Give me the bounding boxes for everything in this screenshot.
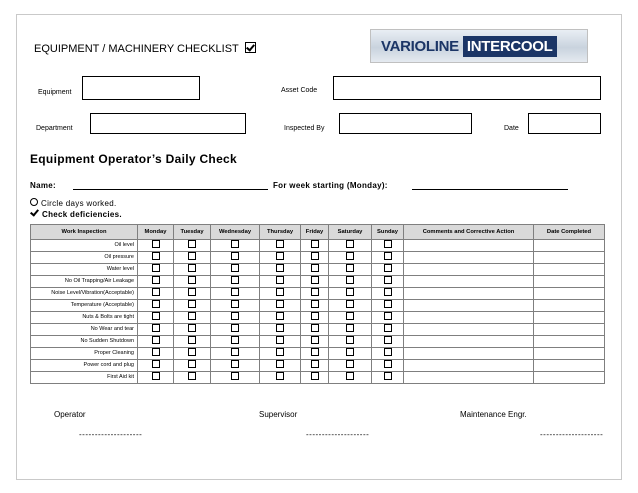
comments-cell[interactable] <box>404 312 534 324</box>
day-checkbox[interactable] <box>231 288 239 296</box>
table-row <box>31 276 605 288</box>
day-checkbox[interactable] <box>188 348 196 356</box>
logo-text-intercool: INTERCOOL <box>463 36 557 57</box>
comments-cell[interactable] <box>404 240 534 252</box>
date-completed-cell[interactable] <box>534 300 605 312</box>
day-cell <box>301 300 329 312</box>
day-cell <box>372 240 404 252</box>
date-completed-cell[interactable] <box>534 324 605 336</box>
day-cell <box>329 288 372 300</box>
day-checkbox[interactable] <box>152 264 160 272</box>
day-checkbox[interactable] <box>276 252 284 260</box>
day-cell <box>372 360 404 372</box>
inspection-item: No Sudden Shutdown <box>31 336 138 348</box>
table-row <box>31 264 605 276</box>
day-cell <box>211 276 260 288</box>
page-title: EQUIPMENT / MACHINERY CHECKLIST <box>34 42 256 55</box>
day-cell <box>301 372 329 384</box>
day-cell <box>372 252 404 264</box>
day-cell <box>372 264 404 276</box>
maintenance-sign-line[interactable]: -------------------- <box>540 430 604 439</box>
day-checkbox[interactable] <box>231 264 239 272</box>
day-cell <box>329 312 372 324</box>
day-cell <box>174 288 211 300</box>
day-cell <box>329 240 372 252</box>
day-checkbox[interactable] <box>384 372 392 380</box>
asset-code-field[interactable] <box>333 76 601 100</box>
day-checkbox[interactable] <box>276 288 284 296</box>
day-checkbox[interactable] <box>152 348 160 356</box>
table-row <box>31 240 605 252</box>
day-cell <box>260 264 301 276</box>
day-cell <box>174 276 211 288</box>
table-row <box>31 300 605 312</box>
day-checkbox[interactable] <box>346 360 354 368</box>
day-checkbox[interactable] <box>276 360 284 368</box>
day-cell <box>174 240 211 252</box>
day-checkbox[interactable] <box>152 276 160 284</box>
day-checkbox[interactable] <box>384 264 392 272</box>
day-cell <box>329 348 372 360</box>
day-checkbox[interactable] <box>276 240 284 248</box>
column-header: Comments and Corrective Action <box>404 225 534 240</box>
day-cell <box>138 240 174 252</box>
day-checkbox[interactable] <box>311 264 319 272</box>
day-cell <box>372 372 404 384</box>
day-cell <box>329 276 372 288</box>
comments-cell[interactable] <box>404 348 534 360</box>
inspection-table <box>30 224 605 384</box>
day-checkbox[interactable] <box>188 276 196 284</box>
day-checkbox[interactable] <box>188 372 196 380</box>
circle-icon <box>30 198 38 206</box>
asset-code-label: Asset Code <box>281 87 318 94</box>
day-cell <box>174 360 211 372</box>
comments-cell[interactable] <box>404 360 534 372</box>
table-row <box>31 252 605 264</box>
day-checkbox[interactable] <box>188 252 196 260</box>
day-cell <box>138 348 174 360</box>
day-checkbox[interactable] <box>152 288 160 296</box>
day-cell <box>174 336 211 348</box>
day-checkbox[interactable] <box>231 300 239 308</box>
day-cell <box>211 300 260 312</box>
day-cell <box>260 324 301 336</box>
table-row <box>31 372 605 384</box>
day-cell <box>260 300 301 312</box>
supervisor-sign-line[interactable]: -------------------- <box>306 430 370 439</box>
day-checkbox[interactable] <box>346 324 354 332</box>
inspection-item: Nuts & Bolts are tight <box>31 312 138 324</box>
day-cell <box>329 264 372 276</box>
day-checkbox[interactable] <box>231 252 239 260</box>
day-checkbox[interactable] <box>276 276 284 284</box>
day-cell <box>301 252 329 264</box>
inspection-item: Power cord and plug <box>31 360 138 372</box>
day-cell <box>260 240 301 252</box>
day-cell <box>301 336 329 348</box>
day-checkbox[interactable] <box>276 300 284 308</box>
day-checkbox[interactable] <box>188 300 196 308</box>
day-cell <box>174 372 211 384</box>
day-cell <box>329 300 372 312</box>
day-checkbox[interactable] <box>311 360 319 368</box>
date-completed-cell[interactable] <box>534 276 605 288</box>
day-checkbox[interactable] <box>346 300 354 308</box>
day-cell <box>329 324 372 336</box>
date-label: Date <box>504 125 519 132</box>
comments-cell[interactable] <box>404 336 534 348</box>
day-checkbox[interactable] <box>188 360 196 368</box>
column-header: Friday <box>301 225 329 240</box>
day-cell <box>301 276 329 288</box>
day-checkbox[interactable] <box>311 348 319 356</box>
day-cell <box>174 300 211 312</box>
day-checkbox[interactable] <box>384 252 392 260</box>
equipment-label: Equipment <box>38 89 72 96</box>
date-completed-cell[interactable] <box>534 312 605 324</box>
day-cell <box>260 252 301 264</box>
day-checkbox[interactable] <box>231 276 239 284</box>
day-cell <box>138 324 174 336</box>
day-cell <box>174 264 211 276</box>
day-cell <box>372 312 404 324</box>
day-checkbox[interactable] <box>231 324 239 332</box>
day-cell <box>211 264 260 276</box>
date-completed-cell[interactable] <box>534 252 605 264</box>
day-cell <box>301 348 329 360</box>
table-row <box>31 312 605 324</box>
inspection-item: Oil pressure <box>31 252 138 264</box>
day-checkbox[interactable] <box>311 312 319 320</box>
column-header: Monday <box>138 225 174 240</box>
day-cell <box>138 252 174 264</box>
day-cell <box>174 312 211 324</box>
column-header: Saturday <box>329 225 372 240</box>
day-cell <box>211 252 260 264</box>
day-cell <box>260 348 301 360</box>
day-cell <box>211 336 260 348</box>
week-label: For week starting (Monday): <box>273 181 388 190</box>
day-cell <box>260 276 301 288</box>
day-checkbox[interactable] <box>231 372 239 380</box>
inspection-item: Oil level <box>31 240 138 252</box>
day-checkbox[interactable] <box>346 288 354 296</box>
date-completed-cell[interactable] <box>534 348 605 360</box>
date-completed-cell[interactable] <box>534 288 605 300</box>
day-cell <box>211 324 260 336</box>
name-label: Name: <box>30 181 56 190</box>
day-cell <box>211 348 260 360</box>
day-checkbox[interactable] <box>188 240 196 248</box>
day-cell <box>138 312 174 324</box>
date-field[interactable] <box>528 113 601 134</box>
day-checkbox[interactable] <box>346 336 354 344</box>
day-cell <box>138 372 174 384</box>
day-checkbox[interactable] <box>311 276 319 284</box>
day-cell <box>138 264 174 276</box>
day-checkbox[interactable] <box>231 360 239 368</box>
comments-cell[interactable] <box>404 252 534 264</box>
day-checkbox[interactable] <box>346 312 354 320</box>
company-logo <box>370 29 588 63</box>
day-checkbox[interactable] <box>152 336 160 344</box>
day-checkbox[interactable] <box>346 372 354 380</box>
day-checkbox[interactable] <box>188 324 196 332</box>
day-cell <box>329 252 372 264</box>
day-checkbox[interactable] <box>311 336 319 344</box>
day-checkbox[interactable] <box>276 264 284 272</box>
day-cell <box>211 360 260 372</box>
day-checkbox[interactable] <box>346 240 354 248</box>
logo-text-varioline: VARIOLINE <box>381 37 459 55</box>
day-checkbox[interactable] <box>311 252 319 260</box>
date-completed-cell[interactable] <box>534 372 605 384</box>
equipment-field[interactable] <box>82 76 200 100</box>
day-checkbox[interactable] <box>346 252 354 260</box>
day-checkbox[interactable] <box>346 264 354 272</box>
day-cell <box>301 264 329 276</box>
operator-sign-line[interactable]: -------------------- <box>79 430 143 439</box>
day-cell <box>174 324 211 336</box>
column-header: Tuesday <box>174 225 211 240</box>
day-checkbox[interactable] <box>384 336 392 344</box>
day-checkbox[interactable] <box>276 336 284 344</box>
table-header-row <box>31 225 605 240</box>
inspection-item: Water level <box>31 264 138 276</box>
date-completed-cell[interactable] <box>534 240 605 252</box>
table-row <box>31 360 605 372</box>
day-cell <box>372 348 404 360</box>
week-line[interactable] <box>412 189 568 190</box>
day-cell <box>138 276 174 288</box>
day-checkbox[interactable] <box>311 288 319 296</box>
check-icon <box>30 207 39 216</box>
day-checkbox[interactable] <box>152 324 160 332</box>
day-cell <box>372 288 404 300</box>
day-cell <box>211 240 260 252</box>
column-header: Wednesday <box>211 225 260 240</box>
day-cell <box>301 240 329 252</box>
day-cell <box>301 288 329 300</box>
inspected-by-label: Inspected By <box>284 125 325 132</box>
day-checkbox[interactable] <box>276 312 284 320</box>
operator-label: Operator <box>54 410 86 419</box>
inspected-by-field[interactable] <box>339 113 472 134</box>
day-checkbox[interactable] <box>346 276 354 284</box>
day-checkbox[interactable] <box>231 336 239 344</box>
day-checkbox[interactable] <box>152 372 160 380</box>
inspection-item: Noise Level/Vibration(Acceptable) <box>31 288 138 300</box>
day-checkbox[interactable] <box>384 240 392 248</box>
day-cell <box>174 348 211 360</box>
inspection-item: No Wear and tear <box>31 324 138 336</box>
day-checkbox[interactable] <box>276 348 284 356</box>
date-completed-cell[interactable] <box>534 360 605 372</box>
day-cell <box>260 360 301 372</box>
day-checkbox[interactable] <box>384 312 392 320</box>
comments-cell[interactable] <box>404 276 534 288</box>
comments-cell[interactable] <box>404 372 534 384</box>
day-cell <box>174 252 211 264</box>
column-header: Thursday <box>260 225 301 240</box>
day-checkbox[interactable] <box>276 372 284 380</box>
day-cell <box>211 288 260 300</box>
day-checkbox[interactable] <box>311 240 319 248</box>
checkbox-checked-icon <box>245 42 256 53</box>
day-checkbox[interactable] <box>311 372 319 380</box>
day-checkbox[interactable] <box>346 348 354 356</box>
day-checkbox[interactable] <box>231 312 239 320</box>
day-cell <box>260 336 301 348</box>
inspection-item: Temperature (Acceptable) <box>31 300 138 312</box>
day-cell <box>138 300 174 312</box>
day-cell <box>138 360 174 372</box>
day-cell <box>372 276 404 288</box>
day-cell <box>260 372 301 384</box>
day-checkbox[interactable] <box>384 360 392 368</box>
day-checkbox[interactable] <box>276 324 284 332</box>
day-checkbox[interactable] <box>188 336 196 344</box>
day-checkbox[interactable] <box>384 288 392 296</box>
day-cell <box>372 324 404 336</box>
column-header: Sunday <box>372 225 404 240</box>
day-checkbox[interactable] <box>152 312 160 320</box>
day-cell <box>211 312 260 324</box>
day-checkbox[interactable] <box>311 324 319 332</box>
inspection-item: No Oil Trapping/Air Leakage <box>31 276 138 288</box>
comments-cell[interactable] <box>404 288 534 300</box>
section-title: Equipment Operator’s Daily Check <box>30 152 237 166</box>
legend-circle: Circle days worked. <box>30 198 117 208</box>
day-cell <box>211 372 260 384</box>
day-cell <box>260 312 301 324</box>
day-checkbox[interactable] <box>231 240 239 248</box>
column-header: Work Inspection <box>31 225 138 240</box>
comments-cell[interactable] <box>404 300 534 312</box>
day-checkbox[interactable] <box>188 312 196 320</box>
table-row <box>31 324 605 336</box>
day-checkbox[interactable] <box>311 300 319 308</box>
day-checkbox[interactable] <box>188 288 196 296</box>
day-cell <box>138 288 174 300</box>
day-cell <box>372 336 404 348</box>
day-cell <box>372 300 404 312</box>
table-row <box>31 288 605 300</box>
table-row <box>31 336 605 348</box>
day-cell <box>329 360 372 372</box>
day-cell <box>138 336 174 348</box>
day-checkbox[interactable] <box>152 300 160 308</box>
day-checkbox[interactable] <box>384 300 392 308</box>
supervisor-label: Supervisor <box>259 410 298 419</box>
day-cell <box>301 360 329 372</box>
inspection-item: Proper Cleaning <box>31 348 138 360</box>
table-row <box>31 348 605 360</box>
maintenance-label: Maintenance Engr. <box>460 410 527 419</box>
day-checkbox[interactable] <box>384 276 392 284</box>
day-cell <box>301 312 329 324</box>
date-completed-cell[interactable] <box>534 264 605 276</box>
name-line[interactable] <box>73 189 268 190</box>
comments-cell[interactable] <box>404 264 534 276</box>
inspection-item: First Aid kit <box>31 372 138 384</box>
department-label: Department <box>36 125 73 132</box>
day-checkbox[interactable] <box>188 264 196 272</box>
day-checkbox[interactable] <box>152 360 160 368</box>
comments-cell[interactable] <box>404 324 534 336</box>
department-field[interactable] <box>90 113 246 134</box>
day-cell <box>260 288 301 300</box>
day-cell <box>329 372 372 384</box>
day-checkbox[interactable] <box>152 240 160 248</box>
column-header: Date Completed <box>534 225 605 240</box>
day-checkbox[interactable] <box>384 324 392 332</box>
day-cell <box>301 324 329 336</box>
day-checkbox[interactable] <box>152 252 160 260</box>
legend-check: Check deficiencies. <box>30 208 122 219</box>
day-checkbox[interactable] <box>384 348 392 356</box>
day-checkbox[interactable] <box>231 348 239 356</box>
date-completed-cell[interactable] <box>534 336 605 348</box>
day-cell <box>329 336 372 348</box>
